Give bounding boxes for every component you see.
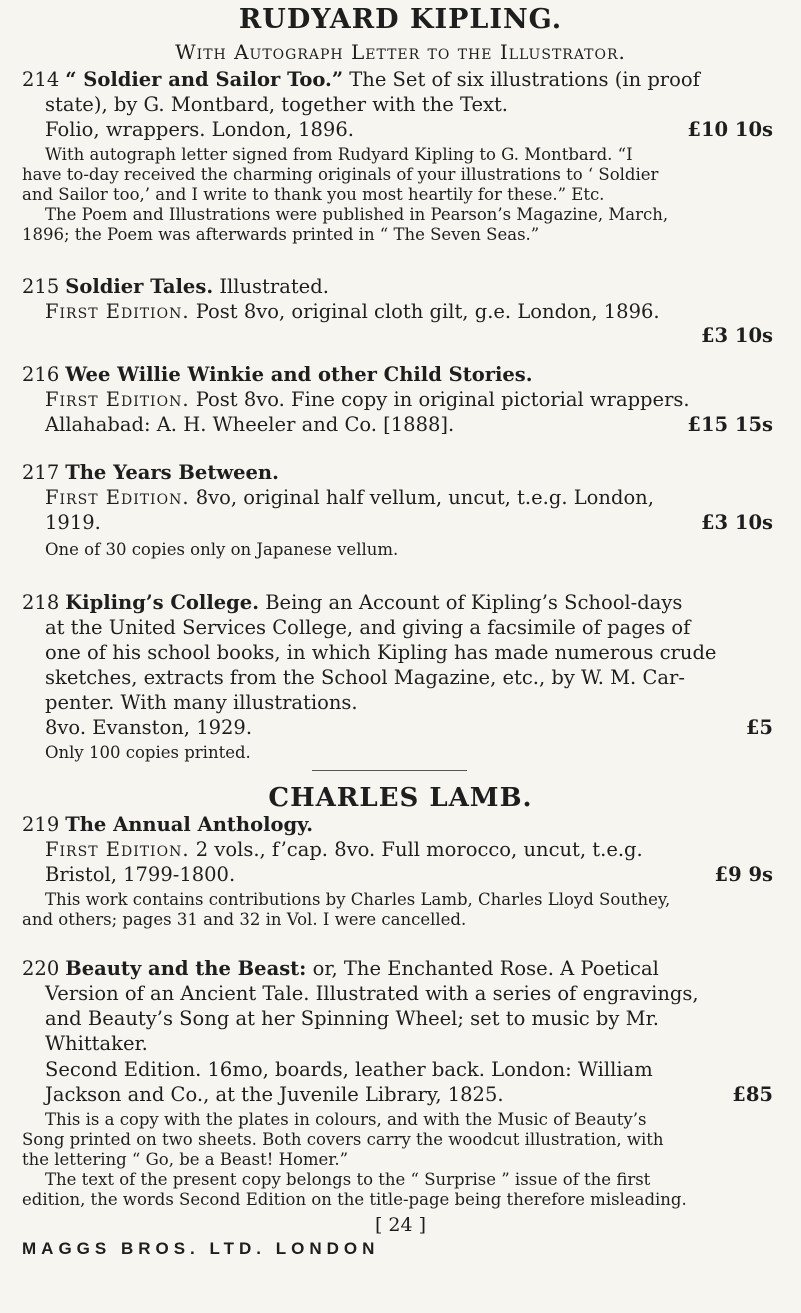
page-number: [ 24 ]: [374, 1214, 427, 1236]
lot-number: 215: [22, 275, 60, 298]
entry-note: This is a copy with the plates in colours, and with the Music of Beauty’s: [45, 1110, 647, 1129]
entry-line: 214 “ Soldier and Sailor Too.” The Set of six illustrations (in proof: [22, 68, 700, 91]
section-heading-kipling: RUDYARD KIPLING.: [238, 4, 563, 35]
entry-line: Allahabad: A. H. Wheeler and Co. [1888].: [45, 413, 455, 436]
edition-label: First Edition.: [45, 838, 190, 861]
lot-number: 219: [22, 813, 60, 836]
lot-number: 220: [22, 957, 60, 980]
entry-note: have to-day received the charming originals of your illustrations to ‘ Soldier: [22, 165, 659, 184]
entry-note: Only 100 copies printed.: [45, 743, 251, 762]
entry-note: The Poem and Illustrations were published in Pearson’s Magazine, March,: [45, 205, 669, 224]
entry-line: 8vo. Evanston, 1929.: [45, 716, 253, 739]
entry-line: Jackson and Co., at the Juvenile Library, 1825.: [45, 1083, 504, 1106]
entry-title: Beauty and the Beast:: [65, 957, 307, 980]
entry-line: Version of an Ancient Tale. Illustrated with a series of engravings,: [45, 982, 699, 1005]
entry-line: First Edition. 8vo, original half vellum, uncut, t.e.g. London,: [45, 486, 654, 509]
price: £10 10s: [687, 118, 773, 141]
entry-line: 220 Beauty and the Beast: or, The Enchanted Rose. A Poetical: [22, 957, 659, 980]
entry-note: The text of the present copy belongs to the “ Surprise ” issue of the first: [45, 1170, 651, 1189]
entry-title: The Annual Anthology.: [65, 813, 314, 836]
entry-line: First Edition. Post 8vo. Fine copy in original pictorial wrappers.: [45, 388, 690, 411]
price: £9 9s: [714, 863, 773, 886]
entry-title: Wee Willie Winkie and other Child Stories.: [65, 363, 533, 386]
entry-line: 1919.: [45, 511, 101, 534]
entry-note: edition, the words Second Edition on the title-page being therefore misleading.: [22, 1190, 687, 1209]
entry-line: penter. With many illustrations.: [45, 691, 358, 714]
entry-line: First Edition. Post 8vo, original cloth gilt, g.e. London, 1896.: [45, 300, 660, 323]
entry-line: Folio, wrappers. London, 1896.: [45, 118, 354, 141]
entry-title: “ Soldier and Sailor Too.”: [65, 68, 344, 91]
price: £5: [745, 716, 773, 739]
entry-note: With autograph letter signed from Rudyard Kipling to G. Montbard. “I: [45, 145, 633, 164]
entry-note: One of 30 copies only on Japanese vellum.: [45, 540, 399, 559]
lot-number: 214: [22, 68, 60, 91]
entry-line: 218 Kipling’s College. Being an Account of Kipling’s School-days: [22, 591, 683, 614]
entry-line: sketches, extracts from the School Magazine, etc., by W. M. Car-: [45, 666, 685, 689]
section-divider: [312, 770, 467, 771]
edition-label: First Edition.: [45, 388, 190, 411]
edition-label: First Edition.: [45, 486, 190, 509]
entry-line: [22, 813, 313, 837]
entry-line: [22, 363, 533, 387]
entry-line: First Edition. 2 vols., f’cap. 8vo. Full morocco, uncut, t.e.g.: [45, 838, 643, 861]
entry-title: Soldier Tales.: [65, 275, 214, 298]
price: £85: [732, 1083, 773, 1106]
price: £3 10s: [700, 511, 773, 534]
entry-line: Bristol, 1799-1800.: [45, 863, 236, 886]
entry-note: This work contains contributions by Charles Lamb, Charles Lloyd Southey,: [45, 890, 671, 909]
edition-label: First Edition.: [45, 300, 190, 323]
entry-line: 215 Soldier Tales. Illustrated.: [22, 275, 329, 298]
price: £3 10s: [700, 324, 773, 347]
entry-note: 1896; the Poem was afterwards printed in “ The Seven Seas.”: [22, 225, 540, 244]
entry-note: Song printed on two sheets. Both covers carry the woodcut illustration, with: [22, 1130, 664, 1149]
lot-number: 217: [22, 461, 60, 484]
lot-number: 216: [22, 363, 60, 386]
entry-line: Second Edition. 16mo, boards, leather back. London: William: [45, 1058, 653, 1081]
entry-line: state), by G. Montbard, together with the Text.: [45, 93, 509, 116]
entry-title: Kipling’s College.: [65, 591, 259, 614]
entry-note: and Sailor too,’ and I write to thank you most heartily for these.” Etc.: [22, 185, 605, 204]
section-subheading: With Autograph Letter to the Illustrator.: [175, 40, 626, 64]
section-heading-lamb: CHARLES LAMB.: [268, 783, 533, 813]
entry-line: one of his school books, in which Kipling has made numerous crude: [45, 641, 717, 664]
entry-line: at the United Services College, and giving a facsimile of pages of: [45, 616, 691, 639]
lot-number: 218: [22, 591, 60, 614]
entry-line: Whittaker.: [45, 1032, 148, 1055]
entry-line: [22, 461, 279, 485]
publisher-footer: MAGGS BROS. LTD. LONDON: [22, 1239, 380, 1258]
entry-title: The Years Between.: [65, 461, 279, 484]
price: £15 15s: [687, 413, 773, 436]
entry-note: and others; pages 31 and 32 in Vol. I were cancelled.: [22, 910, 467, 929]
entry-line: and Beauty’s Song at her Spinning Wheel; set to music by Mr.: [45, 1007, 659, 1030]
entry-note: the lettering “ Go, be a Beast! Homer.”: [22, 1150, 349, 1169]
